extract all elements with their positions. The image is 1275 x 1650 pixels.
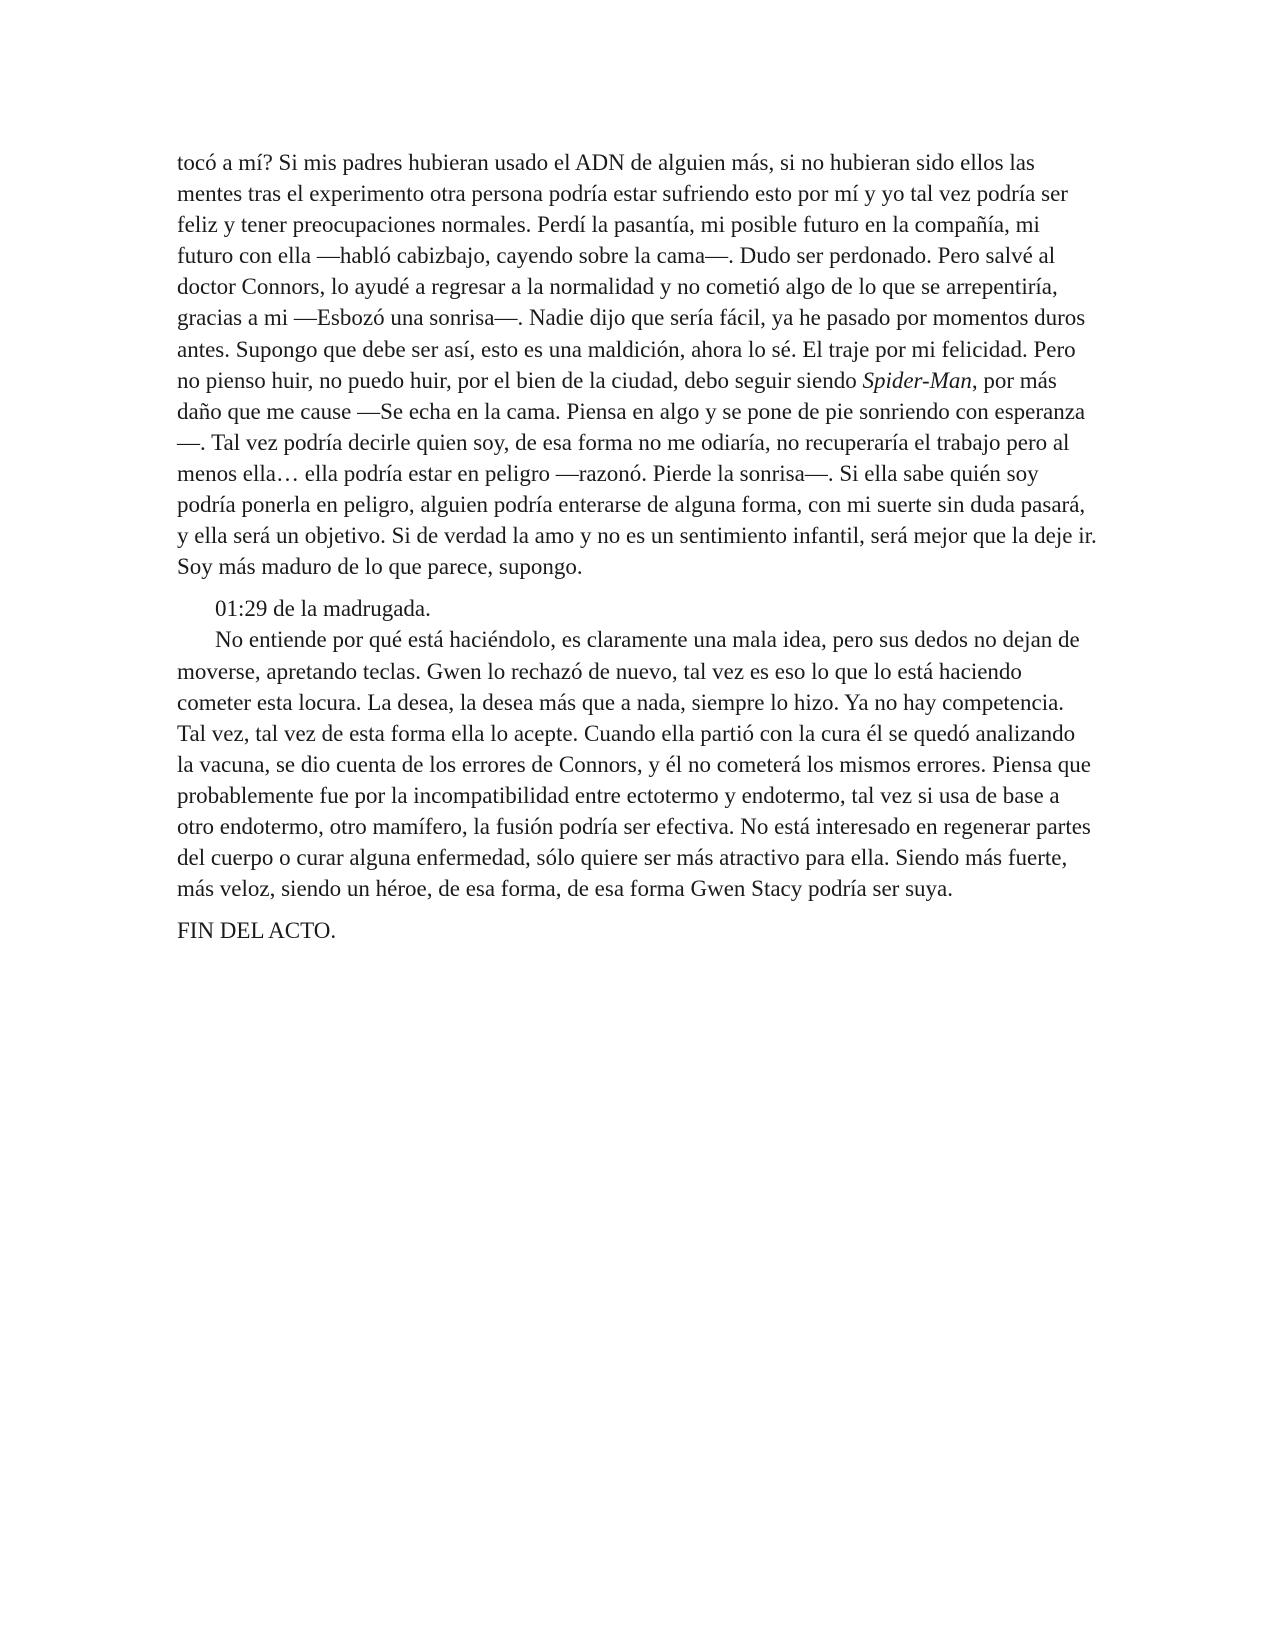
paragraph-narration: No entiende por qué está haciéndolo, es claramente una mala idea, pero sus dedos no dejan de moverse, apretando teclas. Gwen lo rechazó de nuevo, tal vez es eso lo que lo está haciendo cometer esta locura. La desea, la desea más que a nada, siempre lo hizo. Ya no hay competencia. Tal vez, tal vez de esta forma ella lo acepte. Cuando ella partió con la cura él se quedó analizando la vacuna, se dio cuenta de los errores de Connors, y él no cometerá los mismos errores. Piensa que probablemente fue por la incompatibilidad entre ectotermo y endotermo, tal vez si usa de base a otro endotermo, otro mamífero, la fusión podría ser efectiva. No está interesado en regenerar partes del cuerpo o curar alguna enfermedad, sólo quiere ser más atractivo para ella. Siendo más fuerte, más veloz, siendo un héroe, de esa forma, de esa forma Gwen Stacy podría ser suya.: [177, 627, 1091, 902]
monologue-text-part-1: tocó a mí? Si mis padres hubieran usado el ADN de alguien más, si no hubieran sido ellos las mentes tras el experimento otra persona podría estar sufriendo esto por mí y yo tal vez podría ser feliz y tener preocupaciones normales. Perdí la pasantía, mi posible futuro en la compañía, mi futuro con ella —habló cabizbajo, cayendo sobre la cama—. Dudo ser perdonado. Pero salvé al doctor Connors, lo ayudé a regresar a la normalidad y no cometió algo de lo que se arrepentiría, gracias a mi —Esbozó una sonrisa—. Nadie dijo que sería fácil, ya he pasado por momentos duros antes. Supongo que debe ser así, esto es una maldición, ahora lo sé. El traje por mi felicidad. Pero no pienso huir, no puedo huir, por el bien de la ciudad, debo seguir siendo: [177, 150, 1086, 393]
body-text: [177, 147, 1097, 946]
italic-title-spider-man: Spider-Man: [862, 367, 972, 393]
paragraph-end-of-act: FIN DEL ACTO.: [177, 918, 337, 944]
paragraph-monologue: [177, 147, 1097, 582]
paragraph-time-stamp: 01:29 de la madrugada.: [215, 596, 431, 622]
monologue-text-part-2: , por más daño que me cause —Se echa en la cama. Piensa en algo y se pone de pie sonriendo con esperanza—. Tal vez podría decirle quien soy, de esa forma no me odiaría, no recuperaría el trabajo pero al menos ella… ella podría estar en peligro —razonó. Pierde la sonrisa—. Si ella sabe quién soy podría ponerla en peligro, alguien podría enterarse de alguna forma, con mi suerte sin duda pasará, y ella será un objetivo. Si de verdad la amo y no es un sentimiento infantil, será mejor que la deje ir. Soy más maduro de lo que parece, supongo.: [177, 367, 1097, 580]
